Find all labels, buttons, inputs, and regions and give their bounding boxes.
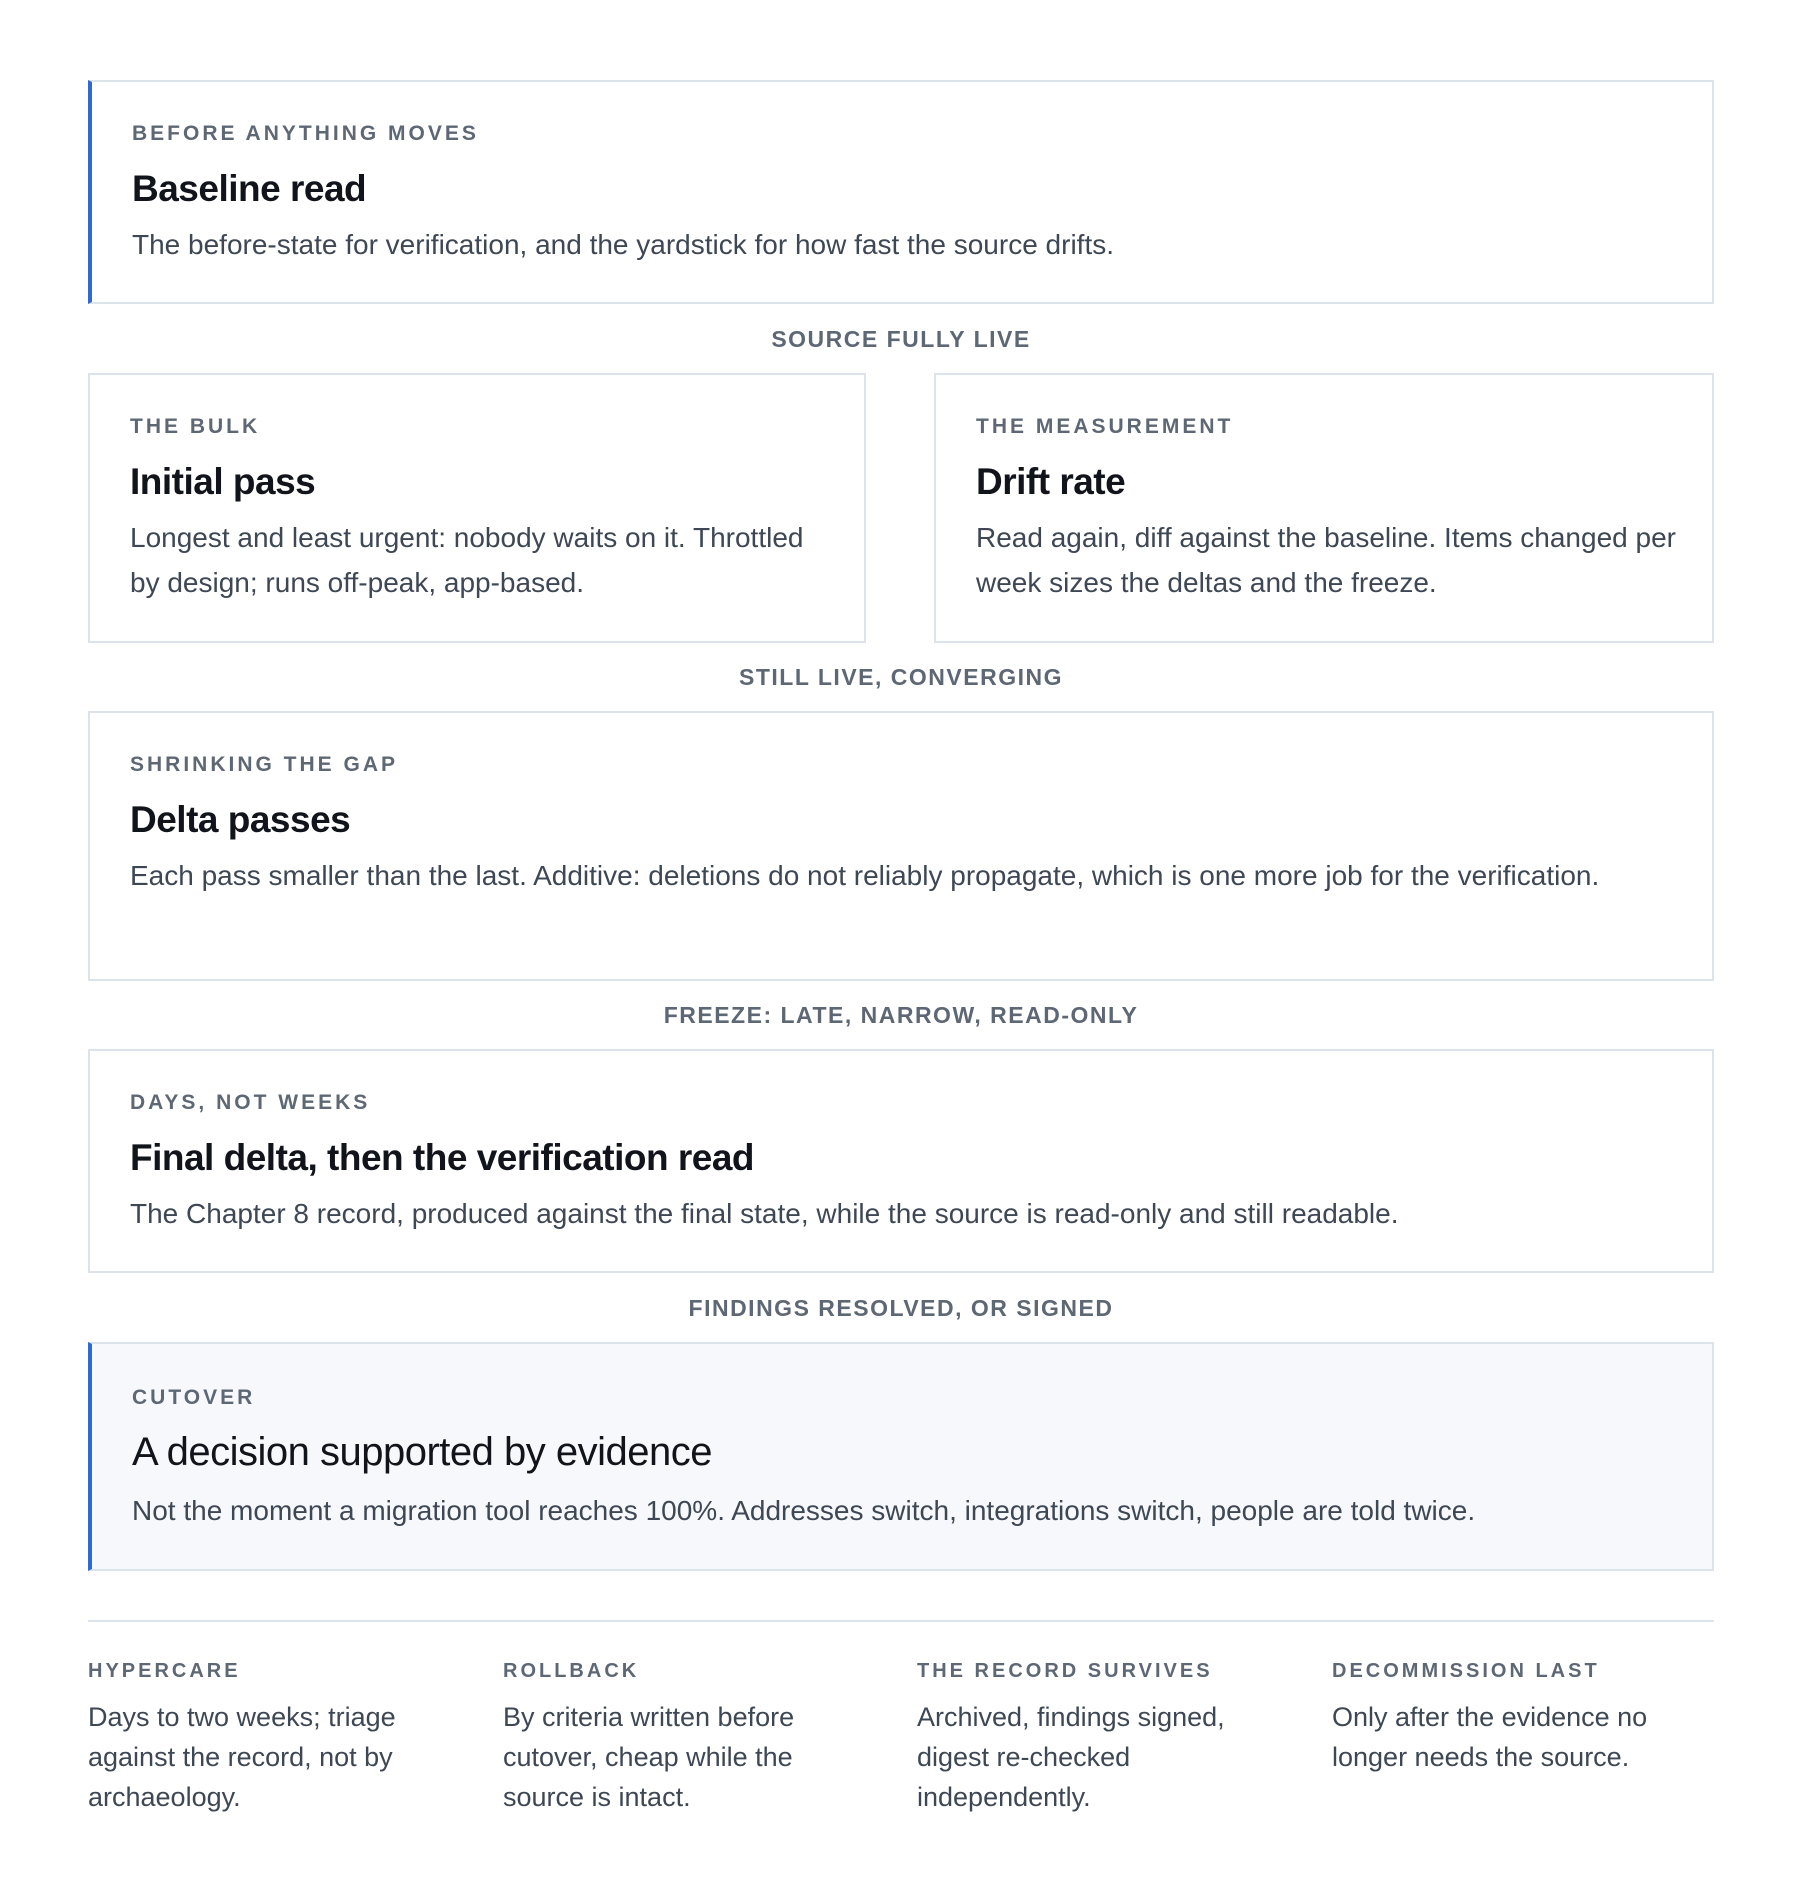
stage-delta-passes [88, 711, 1714, 981]
footer-note-decommission-last [1332, 1660, 1692, 1777]
stage-description: The before-state for verification, and the yardstick for how fast the source drifts. [132, 229, 1115, 260]
stage-description: Each pass smaller than the last. Additive: deletions do not reliably propagate, which is one more job for the verification. [130, 860, 1600, 891]
stage-title: A decision supported by evidence [132, 1430, 712, 1474]
stage-eyebrow: THE MEASUREMENT [976, 415, 1234, 438]
footer-note-label: HYPERCARE [88, 1660, 241, 1682]
stage-eyebrow: BEFORE ANYTHING MOVES [132, 122, 479, 145]
footer-note-label: THE RECORD SURVIVES [917, 1660, 1213, 1682]
stage-eyebrow: DAYS, NOT WEEKS [130, 1091, 371, 1114]
footer-divider [88, 1620, 1714, 1622]
stage-description: The Chapter 8 record, produced against the final state, while the source is read-only and still readable. [130, 1198, 1399, 1229]
stage-description: Not the moment a migration tool reaches 100%. Addresses switch, integrations switch, people are told twice. [132, 1495, 1476, 1526]
stage-final-delta [88, 1049, 1714, 1273]
footer-note-label: ROLLBACK [503, 1660, 640, 1682]
stage-eyebrow: CUTOVER [132, 1386, 256, 1409]
stage-description: Longest and least urgent: nobody waits on it. Throttled by design; runs off-peak, app-based. [130, 522, 804, 598]
stage-baseline-read [88, 80, 1714, 304]
stage-title: Baseline read [132, 168, 367, 209]
stage-eyebrow: SHRINKING THE GAP [130, 753, 399, 776]
stage-title: Drift rate [976, 461, 1126, 502]
stage-title: Final delta, then the verification read [130, 1137, 755, 1178]
footer-note-text: Only after the evidence no longer needs the source. [1332, 1702, 1648, 1772]
footer-note-text: Days to two weeks; triage against the record, not by archaeology. [88, 1702, 396, 1812]
stage-drift-rate [934, 373, 1714, 643]
footer-note-rollback [503, 1660, 863, 1817]
footer-note-text: Archived, findings signed, digest re-checked independently. [917, 1702, 1225, 1812]
connector-still-live-converging: STILL LIVE, CONVERGING [739, 664, 1063, 690]
connector-source-fully-live: SOURCE FULLY LIVE [771, 326, 1031, 352]
stage-title: Initial pass [130, 461, 316, 502]
footer-note-record-survives [917, 1660, 1277, 1817]
connector-freeze: FREEZE: LATE, NARROW, READ-ONLY [663, 1002, 1139, 1028]
footer-note-label: DECOMMISSION LAST [1332, 1660, 1600, 1682]
stage-eyebrow: THE BULK [130, 415, 261, 438]
footer-note-text: By criteria written before cutover, cheap while the source is intact. [503, 1702, 795, 1812]
stage-initial-pass [88, 373, 866, 643]
connector-findings-resolved: FINDINGS RESOLVED, OR SIGNED [688, 1295, 1114, 1321]
stage-cutover [88, 1342, 1714, 1571]
stage-title: Delta passes [130, 799, 351, 840]
footer-note-hypercare [88, 1660, 448, 1817]
stage-description: Read again, diff against the baseline. Items changed per week sizes the deltas and the freeze. [976, 522, 1676, 598]
